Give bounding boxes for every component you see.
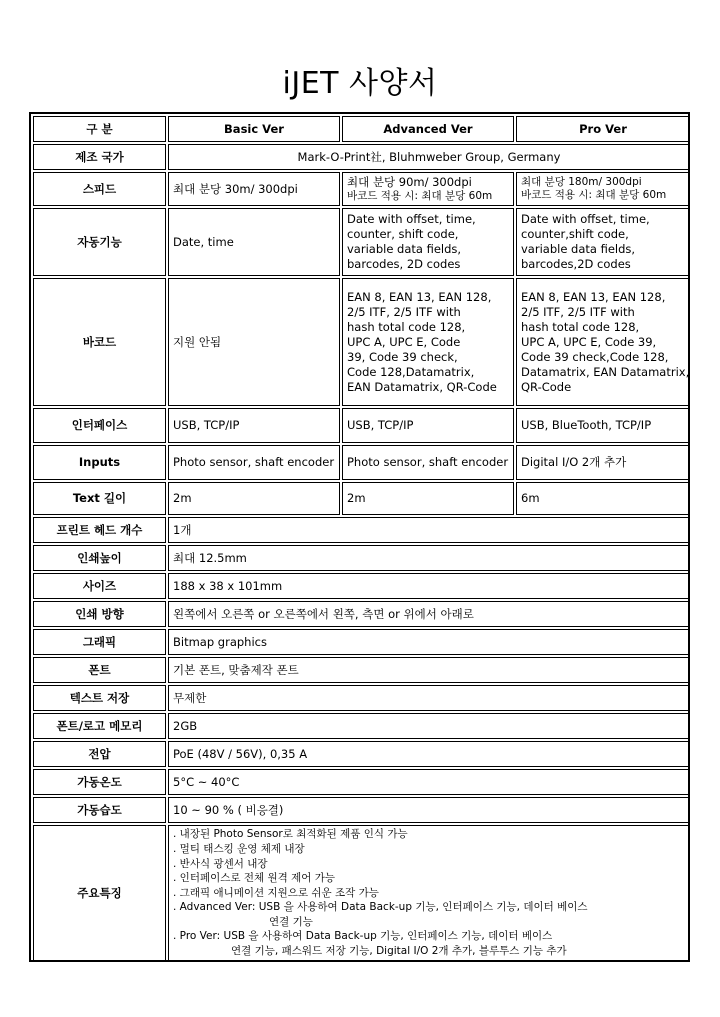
row-temperature [33,769,690,795]
row-label: 프린트 헤드 개수 [33,517,166,543]
country-value: Mark-O-Print社, Bluhmweber Group, Germany [168,144,690,170]
row-direction [33,601,690,627]
row-size [33,573,690,599]
feature-item: . 멀티 태스킹 운영 체제 내장 [173,842,305,855]
feature-item-continued: 연결 기능, 패스워드 저장 기능, Digital I/O 2개 추가, 블루투스 기능 추가 [231,945,567,958]
speed-advanced-line1: 최대 분당 90m/ 300dpi [347,175,472,189]
header-basic: Basic Ver [168,116,340,142]
auto-advanced [342,208,514,276]
barcode-pro-line: Code 39 check,Code 128, [521,349,669,364]
row-label: 인터페이스 [33,408,166,443]
auto-pro [516,208,690,276]
row-heads [33,517,690,543]
interface-pro: USB, BlueTooth, TCP/IP [516,408,690,443]
power-value: PoE (48V / 56V), 0,35 A [168,741,690,767]
heads-value: 1개 [168,517,690,543]
auto-advanced-line: variable data fields, [347,242,462,256]
barcode-advanced-line: UPC A, UPC E, Code [347,334,461,349]
barcode-advanced-line: 39, Code 39 check, [347,349,458,364]
features-value [168,825,690,961]
print-height-value: 최대 12.5mm [168,545,690,571]
barcode-pro-line: Datamatrix, EAN Datamatrix, [521,364,690,379]
row-label: 바코드 [33,278,166,406]
row-auto [33,208,690,276]
row-country [33,144,690,170]
feature-item: . 반사식 광센서 내장 [173,857,268,870]
auto-advanced-line: barcodes, 2D codes [347,257,461,271]
row-label: Text 길이 [33,482,166,515]
text-length-pro: 6m [516,482,690,515]
barcode-advanced [342,278,514,406]
row-label: 가동습도 [33,797,166,823]
inputs-basic: Photo sensor, shaft encoder [168,445,340,480]
row-speed [33,172,690,206]
header-category: 구 분 [33,116,166,142]
row-print-height [33,545,690,571]
auto-pro-line: counter,shift code, [521,227,629,241]
row-font-memory [33,713,690,739]
barcode-pro [516,278,690,406]
text-length-basic: 2m [168,482,340,515]
humidity-value: 10 ~ 90 % ( 비응결) [168,797,690,823]
speed-pro [516,172,690,206]
header-advanced: Advanced Ver [342,116,514,142]
interface-basic: USB, TCP/IP [168,408,340,443]
row-label: 전압 [33,741,166,767]
speed-advanced [342,172,514,206]
inputs-advanced: Photo sensor, shaft encoder [342,445,514,480]
row-inputs [33,445,690,480]
row-humidity [33,797,690,823]
text-storage-value: 무제한 [168,685,690,711]
feature-item: . Advanced Ver: USB 을 사용하여 Data Back-up 기능, 인터페이스 기능, 데이터 베이스 [173,901,588,914]
direction-value: 왼쪽에서 오른쪽 or 오른쪽에서 왼쪽, 측면 or 위에서 아래로 [168,601,690,627]
row-power [33,741,690,767]
text-length-advanced: 2m [342,482,514,515]
row-label: 그래픽 [33,629,166,655]
barcode-pro-line: hash total code 128, [521,319,640,334]
row-label: 인쇄높이 [33,545,166,571]
speed-pro-line2: 바코드 적용 시: 최대 분당 60m [521,189,667,201]
auto-pro-line: Date with offset, time, [521,212,650,226]
row-graphic [33,629,690,655]
inputs-pro: Digital I/O 2개 추가 [516,445,690,480]
barcode-advanced-line: hash total code 128, [347,319,466,334]
temperature-value: 5°C ~ 40°C [168,769,690,795]
row-label: 제조 국가 [33,144,166,170]
page-title: iJET 사양서 [282,66,438,101]
barcode-advanced-line: EAN 8, EAN 13, EAN 128, [347,289,492,304]
barcode-advanced-line: 2/5 ITF, 2/5 ITF with [347,304,461,319]
auto-advanced-line: Date with offset, time, [347,212,476,226]
header-pro: Pro Ver [516,116,690,142]
header-row [33,116,690,142]
feature-item: . 그래픽 애니메이션 지원으로 쉬운 조작 가능 [173,886,379,899]
feature-item: . Pro Ver: USB 을 사용하여 Data Back-up 기능, 인터페이스 기능, 데이터 베이스 [173,930,553,943]
row-text-storage [33,685,690,711]
barcode-pro-line: EAN 8, EAN 13, EAN 128, [521,289,666,304]
size-value: 188 x 38 x 101mm [168,573,690,599]
barcode-pro-line: QR-Code [521,379,572,394]
row-label: 폰트 [33,657,166,683]
speed-basic: 최대 분당 30m/ 300dpi [168,172,340,206]
row-label: 자동기능 [33,208,166,276]
spec-table [31,114,692,963]
row-label: 사이즈 [33,573,166,599]
row-barcode [33,278,690,406]
speed-pro-line1: 최대 분당 180m/ 300dpi [521,176,642,188]
row-label: 스피드 [33,172,166,206]
feature-item-continued: 연결 기능 [269,915,313,928]
auto-basic: Date, time [168,208,340,276]
row-label: 폰트/로고 메모리 [33,713,166,739]
interface-advanced: USB, TCP/IP [342,408,514,443]
auto-pro-line: barcodes,2D codes [521,257,631,271]
font-memory-value: 2GB [168,713,690,739]
barcode-advanced-line: Code 128,Datamatrix, [347,364,475,379]
font-value: 기본 폰트, 맞춤제작 폰트 [168,657,690,683]
graphic-value: Bitmap graphics [168,629,690,655]
row-label: 인쇄 방향 [33,601,166,627]
row-text-length [33,482,690,515]
auto-pro-line: variable data fields, [521,242,636,256]
row-label: 주요특징 [33,825,166,961]
row-label: Inputs [33,445,166,480]
feature-item: . 인터페이스로 전체 원격 제어 가능 [173,872,336,885]
row-features [33,825,690,961]
feature-item: . 내장된 Photo Sensor로 최적화된 제품 인식 가능 [173,828,408,841]
row-font [33,657,690,683]
speed-advanced-line2: 바코드 적용 시: 최대 분당 60m [347,190,493,202]
row-label: 텍스트 저장 [33,685,166,711]
auto-advanced-line: counter, shift code, [347,227,459,241]
row-label: 가동온도 [33,769,166,795]
barcode-pro-line: UPC A, UPC E, Code 39, [521,334,657,349]
barcode-basic: 지원 안됨 [168,278,340,406]
row-interface [33,408,690,443]
barcode-advanced-line: EAN Datamatrix, QR-Code [347,379,497,394]
barcode-pro-line: 2/5 ITF, 2/5 ITF with [521,304,635,319]
